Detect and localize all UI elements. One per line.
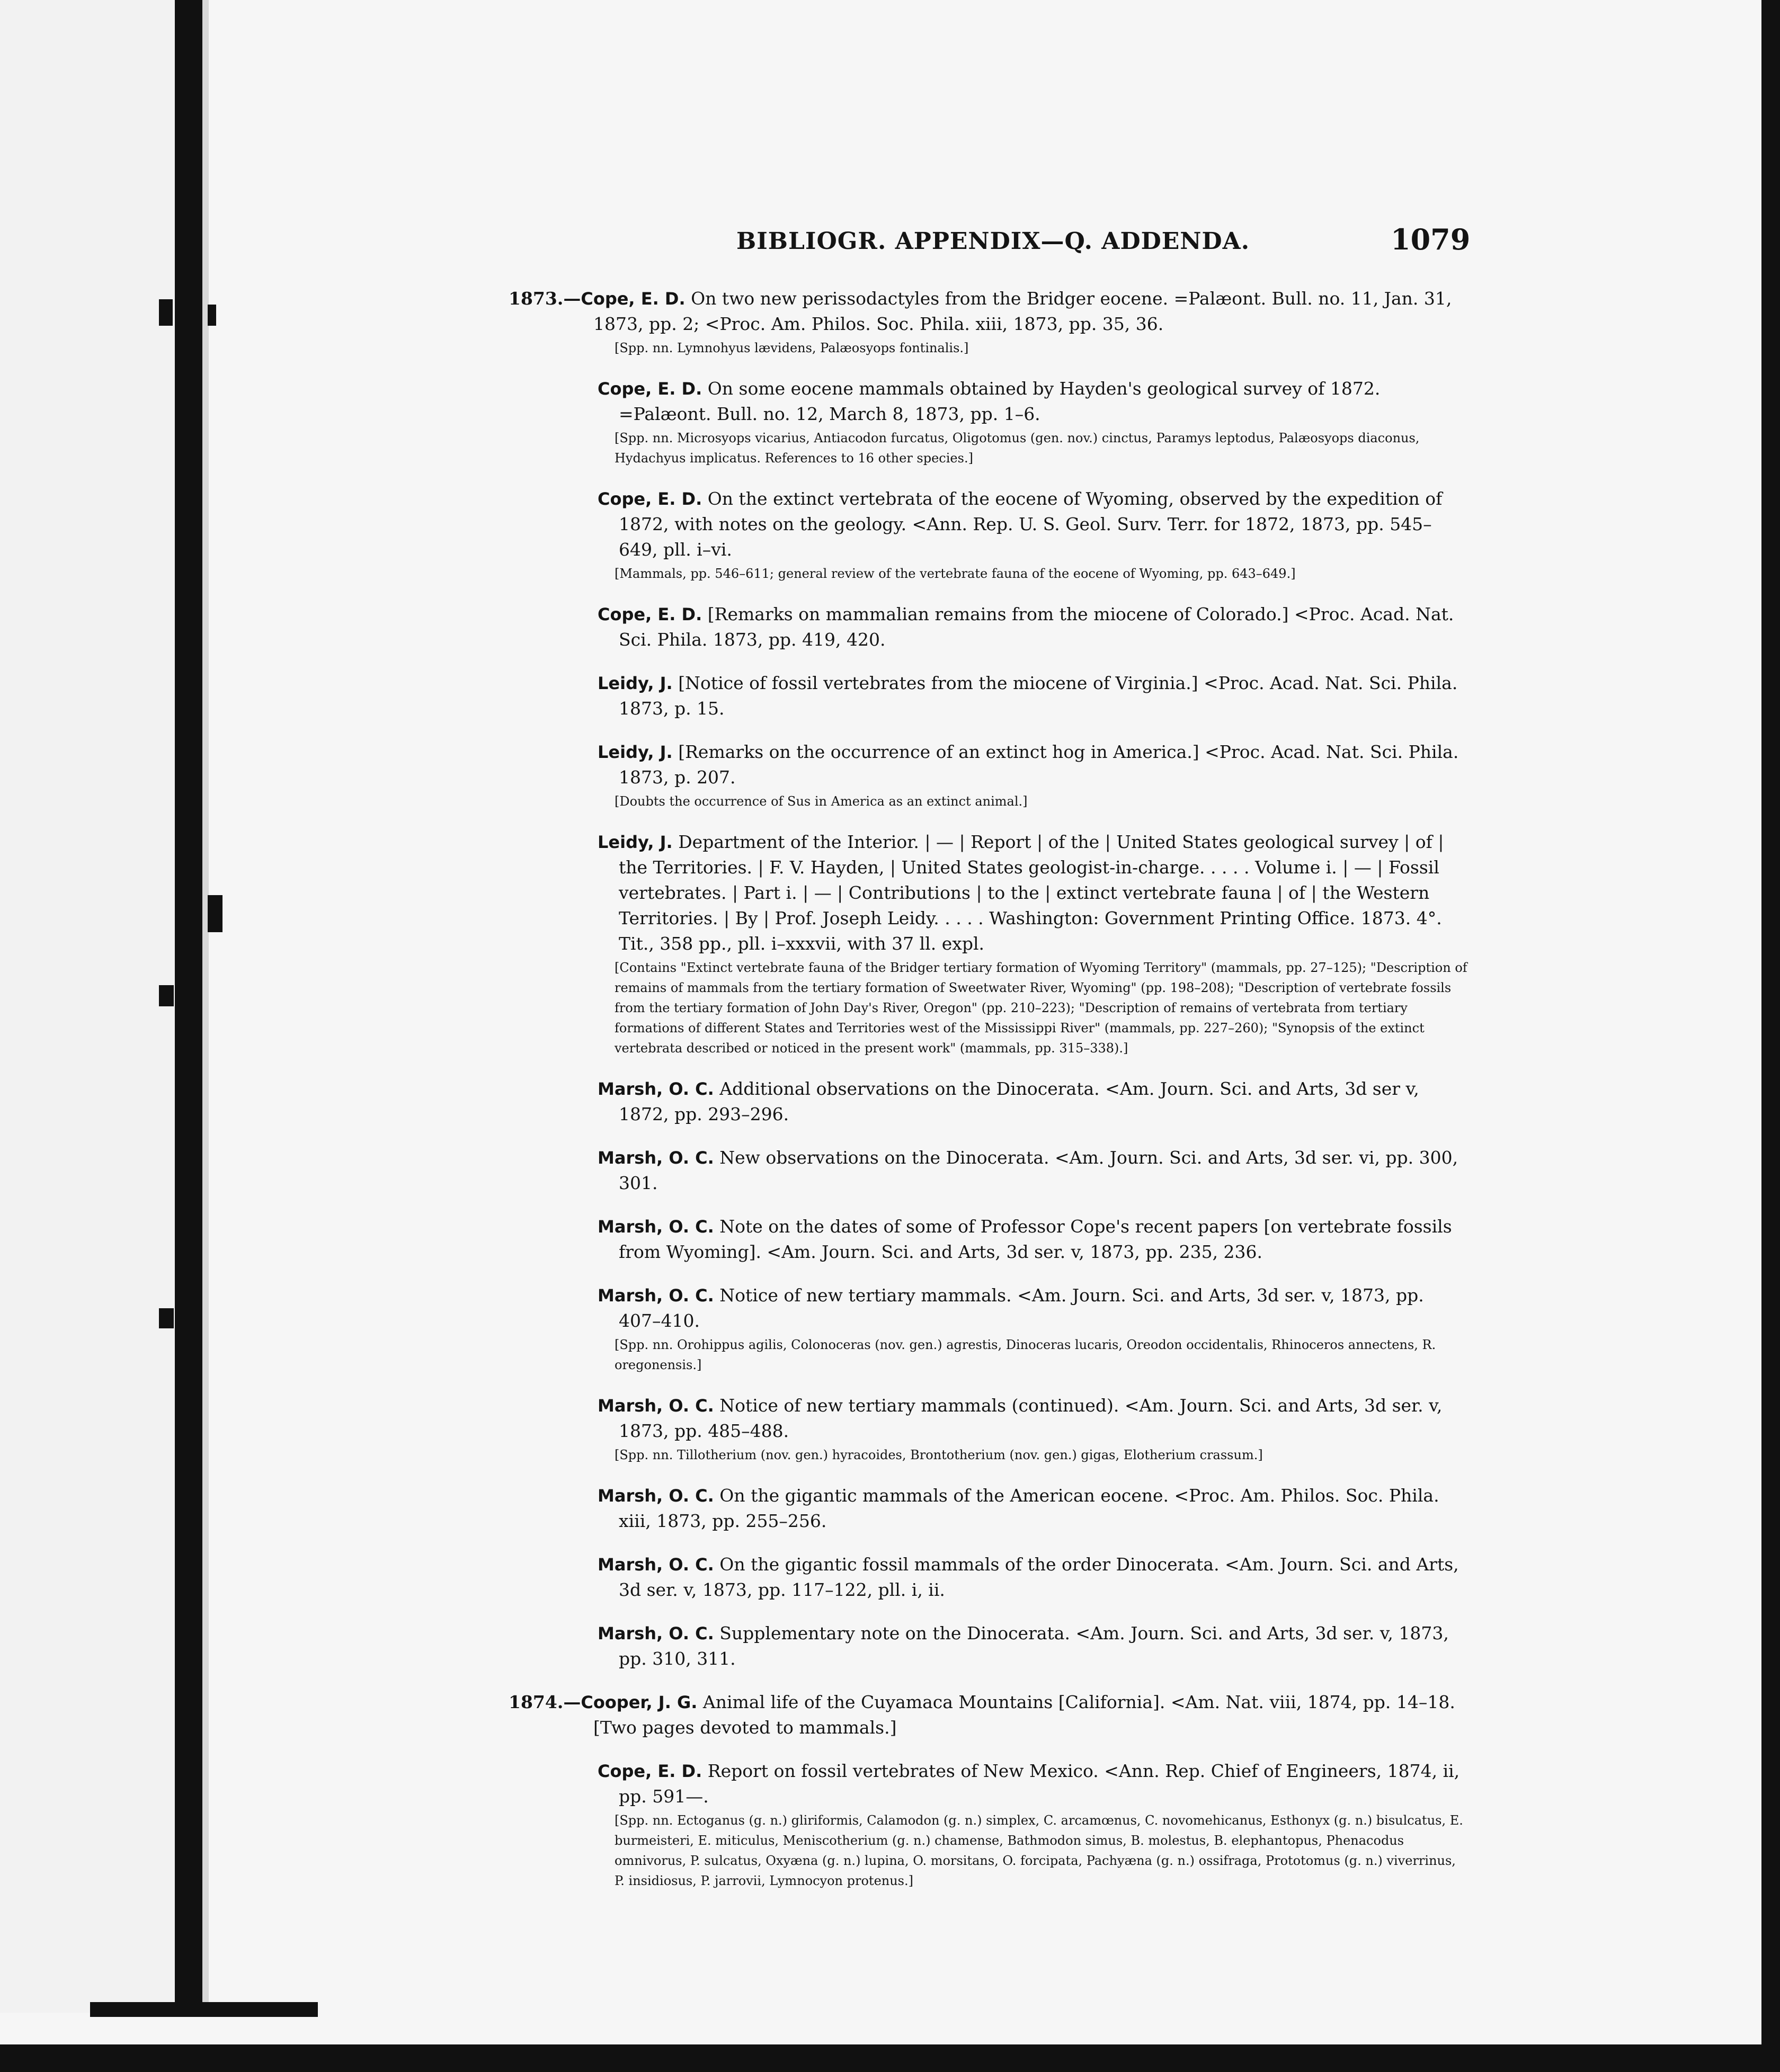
entry-author: Marsh, O. C.: [598, 1079, 714, 1099]
bottom-band: [0, 2044, 1780, 2072]
entry-author: Cope, E. D.: [598, 379, 702, 399]
entry-author: Leidy, J.: [598, 832, 673, 852]
entry-text: On the gigantic mammals of the American eocene. <Proc. Am. Philos. Soc. Phila. xiii, 1873, pp. 255–256.: [619, 1485, 1439, 1531]
bibliography-entry: [509, 1214, 1467, 1265]
entry-author: Cope, E. D.: [598, 1761, 702, 1781]
bibliography-entries: [509, 286, 1467, 1909]
binding-mark: [159, 1308, 174, 1328]
entry-body: [593, 671, 1467, 721]
entry-author: Marsh, O. C.: [598, 1555, 714, 1575]
entry-text: On some eocene mammals obtained by Hayden's geological survey of 1872. =Palæont. Bull. no. 12, March 8, 1873, pp. 1–6.: [619, 378, 1381, 424]
entry-body: [509, 286, 1467, 337]
entry-text: Supplementary note on the Dinocerata. <Am. Journ. Sci. and Arts, 3d ser. v, 1873, pp. 310, 311.: [619, 1623, 1449, 1669]
entry-text: Additional observations on the Dinocerata. <Am. Journ. Sci. and Arts, 3d ser v, 1872, pp. 293–296.: [619, 1078, 1419, 1124]
entry-note: [Doubts the occurrence of Sus in America as an extinct animal.]: [615, 794, 1028, 809]
entry-year: 1874.—: [509, 1692, 581, 1712]
bibliography-entry: [509, 1145, 1467, 1196]
bibliography-entry: [509, 671, 1467, 721]
bottom-rule: [90, 2002, 318, 2017]
entry-author: Marsh, O. C.: [598, 1486, 714, 1506]
entry-author: Leidy, J.: [598, 673, 673, 693]
binding-gutter: [175, 0, 207, 2007]
entry-text: New observations on the Dinocerata. <Am. Journ. Sci. and Arts, 3d ser. vi, pp. 300, 301.: [619, 1147, 1458, 1193]
bibliography-entry: [509, 1758, 1467, 1891]
page-number: 1079: [1391, 222, 1471, 256]
entry-text: Animal life of the Cuyamaca Mountains [California]. <Am. Nat. viii, 1874, pp. 14–18. [Two pages devoted to mammals.]: [593, 1692, 1455, 1738]
bibliography-entry: [509, 1552, 1467, 1603]
entry-author: Leidy, J.: [598, 742, 673, 762]
bibliography-entry: [509, 1621, 1467, 1672]
entry-body: [593, 602, 1467, 653]
bibliography-entry: [509, 1483, 1467, 1534]
entry-text: On the extinct vertebrata of the eocene of Wyoming, observed by the expedition of 1872, with notes on the geology. <Ann. Rep. U. S. Geol. Surv. Terr. for 1872, 1873, pp. 545–649, pll. i–vi.: [619, 488, 1443, 560]
entry-author: Cooper, J. G.: [581, 1692, 698, 1712]
bibliography-entry: [509, 739, 1467, 811]
entry-text: Report on fossil vertebrates of New Mexico. <Ann. Rep. Chief of Engineers, 1874, ii, pp. 591—.: [619, 1761, 1460, 1807]
bibliography-entry: [509, 1283, 1467, 1375]
entry-body: [593, 1145, 1467, 1196]
right-edge: [1761, 0, 1780, 2072]
entry-year: 1873.—: [509, 288, 581, 309]
bibliography-entry: [509, 1690, 1467, 1740]
entry-body: [593, 1214, 1467, 1265]
entry-text: Notice of new tertiary mammals. <Am. Journ. Sci. and Arts, 3d ser. v, 1873, pp. 407–410.: [619, 1285, 1424, 1331]
running-title: BIBLIOGR. APPENDIX—Q. ADDENDA.: [736, 228, 1250, 255]
bibliography-entry: [509, 486, 1467, 584]
entry-text: Notice of new tertiary mammals (continued). <Am. Journ. Sci. and Arts, 3d ser. v, 1873, pp. 485–488.: [619, 1395, 1443, 1441]
entry-author: Cope, E. D.: [598, 489, 702, 509]
bibliography-entry: [509, 602, 1467, 653]
entry-author: Cope, E. D.: [581, 289, 686, 309]
entry-body: [593, 1621, 1467, 1672]
entry-body: [593, 1393, 1467, 1444]
entry-text: Note on the dates of some of Professor Cope's recent papers [on vertebrate fossils from Wyoming]. <Am. Journ. Sci. and Arts, 3d ser. v, 1873, pp. 235, 236.: [619, 1216, 1452, 1262]
binding-mark: [159, 985, 174, 1006]
entry-body: [593, 1483, 1467, 1534]
entry-note: [Spp. nn. Microsyops vicarius, Antiacodon furcatus, Oligotomus (gen. nov.) cinctus, Paramys leptodus, Palæosyops diaconus, Hydachyus implicatus. References to 16 other species.]: [615, 431, 1420, 466]
binding-gutter-shadow: [202, 0, 209, 2007]
entry-text: On the gigantic fossil mammals of the order Dinocerata. <Am. Journ. Sci. and Arts, 3d ser. v, 1873, pp. 117–122, pll. i, ii.: [619, 1554, 1459, 1600]
bibliography-entry: [509, 376, 1467, 468]
entry-author: Marsh, O. C.: [598, 1285, 714, 1306]
entry-body: [509, 1690, 1467, 1740]
binding-mark: [208, 895, 222, 932]
entry-body: [593, 376, 1467, 427]
bibliography-entry: [509, 286, 1467, 358]
entry-body: [593, 1283, 1467, 1334]
entry-body: [593, 1758, 1467, 1809]
entry-text: [Notice of fossil vertebrates from the miocene of Virginia.] <Proc. Acad. Nat. Sci. Phila. 1873, p. 15.: [619, 673, 1458, 719]
binding-mark: [208, 305, 216, 326]
binding-mark: [159, 299, 173, 326]
entry-note: [Spp. nn. Tillotherium (nov. gen.) hyracoides, Brontotherium (nov. gen.) gigas, Elotherium crassum.]: [615, 1448, 1263, 1462]
bibliography-entry: [509, 1393, 1467, 1465]
entry-author: Marsh, O. C.: [598, 1217, 714, 1237]
entry-author: Marsh, O. C.: [598, 1396, 714, 1416]
entry-body: [593, 739, 1467, 790]
entry-note: [Spp. nn. Ectoganus (g. n.) gliriformis, Calamodon (g. n.) simplex, C. arcamœnus, C. novomehicanus, Esthonyx (g. n.) bisulcatus, E. burmeisteri, E. miticulus, Meniscotherium (g. n.) chamense, Bathmodon simus, B. molestus, B. elephantopus, Phenacodus omnivorus, P. sulcatus, Oxyæna (g. n.) lupina, O. morsitans, O. forcipata, Pachyæna (g. n.) ossifraga, Prototomus (g. n.) viverrinus, P. insidiosus, P. jarrovii, Lymnocyon protenus.]: [615, 1813, 1463, 1888]
entry-body: [593, 486, 1467, 562]
entry-author: Marsh, O. C.: [598, 1148, 714, 1168]
left-margin: [0, 0, 180, 2013]
entry-body: [593, 829, 1467, 957]
entry-author: Marsh, O. C.: [598, 1623, 714, 1644]
entry-note: [Mammals, pp. 546–611; general review of the vertebrate fauna of the eocene of Wyoming, pp. 643–649.]: [615, 566, 1296, 581]
entry-text: [Remarks on the occurrence of an extinct hog in America.] <Proc. Acad. Nat. Sci. Phila. 1873, p. 207.: [619, 742, 1459, 788]
entry-author: Cope, E. D.: [598, 604, 702, 624]
entry-body: [593, 1076, 1467, 1127]
entry-body: [593, 1552, 1467, 1603]
bibliography-entry: [509, 829, 1467, 1058]
entry-note: [Spp. nn. Orohippus agilis, Colonoceras (nov. gen.) agrestis, Dinoceras lucaris, Oreodon occidentalis, Rhinoceros annectens, R. oregonensis.]: [615, 1337, 1436, 1372]
entry-note: [Spp. nn. Lymnohyus lævidens, Palæosyops fontinalis.]: [615, 341, 969, 355]
entry-text: Department of the Interior. | — | Report | of the | United States geological survey | of | the Territories. | F. V. Hayden, | United States geologist-in-charge. . . . . Volume i. | — | Fossil vertebrates. | Part i. | — | Contributions | to the | extinct vertebrate fauna | of | the Western Territories. | By | Prof. Joseph Leidy. . . . . Washington: Government Printing Office. 1873. 4°. Tit., 358 pp., pll. i–xxxvii, with 37 ll. expl.: [619, 832, 1444, 954]
bibliography-entry: [509, 1076, 1467, 1127]
entry-note: [Contains "Extinct vertebrate fauna of the Bridger tertiary formation of Wyoming Territory" (mammals, pp. 27–125); "Description of remains of mammals from the tertiary formation of Sweetwater River, Wyoming" (pp. 198–208); "Description of vertebrate fossils from the tertiary formation of John Day's River, Oregon" (pp. 210–223); "Description of remains of vertebrata from tertiary formations of different States and Territories west of the Mississippi River" (mammals, pp. 227–260); "Synopsis of the extinct vertebrata described or noticed in the present work" (mammals, pp. 315–338).]: [615, 960, 1467, 1056]
entry-text: [Remarks on mammalian remains from the miocene of Colorado.] <Proc. Acad. Nat. Sci. Phila. 1873, pp. 419, 420.: [619, 604, 1454, 650]
entry-text: On two new perissodactyles from the Bridger eocene. =Palæont. Bull. no. 11, Jan. 31, 1873, pp. 2; <Proc. Am. Philos. Soc. Phila. xiii, 1873, pp. 35, 36.: [593, 288, 1452, 334]
